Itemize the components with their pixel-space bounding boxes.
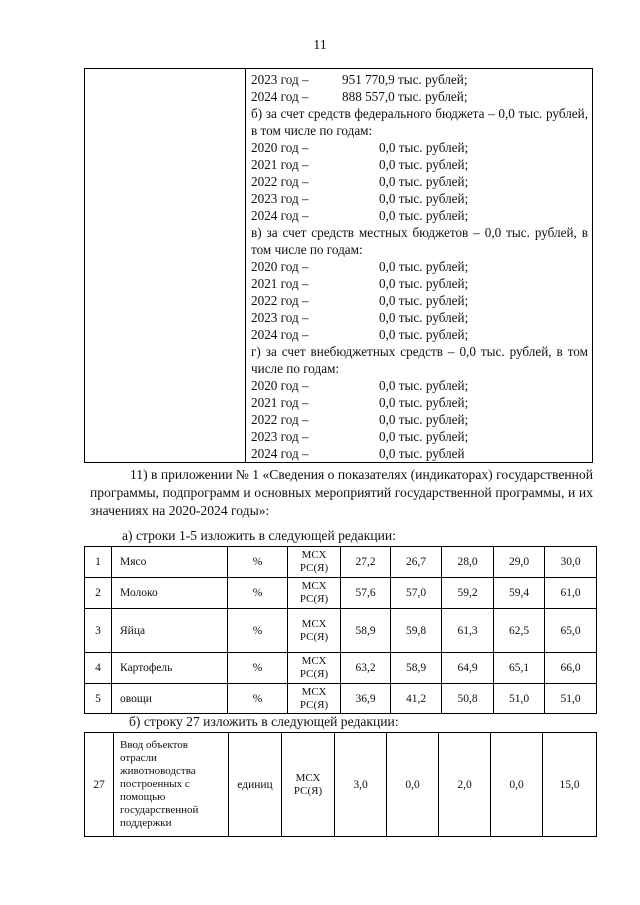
- funding-line: 2024 год – 888 557,0 тыс. рублей;: [251, 89, 468, 104]
- table-row: 2 Молоко % МСХ РС(Я) 57,6 57,0 59,2 59,4 61,0: [85, 578, 597, 609]
- paragraph-11: 11) в приложении № 1 «Сведения о показателях (индикаторах) государственной программы, подпрограмм и основных мероприятий государственной программы, и их значениях на 2020-2024 годы»:: [90, 467, 593, 518]
- funding-line: 2023 год – 0,0 тыс. рублей;: [251, 429, 469, 444]
- subpoint-a: а) строки 1-5 изложить в следующей редакции:: [122, 528, 396, 543]
- funding-label-cell: [85, 69, 246, 463]
- funding-line: 2022 год – 0,0 тыс. рублей;: [251, 293, 469, 308]
- funding-line: 2024 год – 0,0 тыс. рублей;: [251, 208, 469, 223]
- subpoint-b: б) строку 27 изложить в следующей редакции:: [129, 714, 399, 729]
- table-row: 5 овощи % МСХ РС(Я) 36,9 41,2 50,8 51,0 51,0: [85, 684, 597, 714]
- funding-line: 2023 год – 951 770,9 тыс. рублей;: [251, 72, 468, 87]
- indicator-row-27-table: [84, 732, 597, 837]
- funding-section-title: б) за счет средств федерального бюджета – 0,0 тыс. рублей, в том числе по годам:: [251, 106, 588, 138]
- funding-section-title: в) за счет средств местных бюджетов – 0,0 тыс. рублей, в том числе по годам:: [251, 225, 588, 257]
- funding-line: 2023 год – 0,0 тыс. рублей;: [251, 310, 469, 325]
- indicators-table: [84, 546, 597, 714]
- funding-section-title: г) за счет внебюджетных средств – 0,0 тыс. рублей, в том числе по годам:: [251, 344, 588, 376]
- funding-line: 2022 год – 0,0 тыс. рублей;: [251, 174, 469, 189]
- table-row: 1 Мясо % МСХ РС(Я) 27,2 26,7 28,0 29,0 30,0: [85, 547, 597, 578]
- funding-line: 2024 год – 0,0 тыс. рублей;: [251, 327, 469, 342]
- funding-details-cell: [246, 69, 593, 463]
- funding-line: 2021 год – 0,0 тыс. рублей;: [251, 276, 469, 291]
- table-row: 4 Картофель % МСХ РС(Я) 63,2 58,9 64,9 65,1 66,0: [85, 653, 597, 684]
- funding-line: 2021 год – 0,0 тыс. рублей;: [251, 395, 469, 410]
- funding-line: 2024 год – 0,0 тыс. рублей: [251, 446, 465, 461]
- funding-line: 2020 год – 0,0 тыс. рублей;: [251, 140, 469, 155]
- funding-line: 2020 год – 0,0 тыс. рублей;: [251, 378, 469, 393]
- funding-table: [84, 68, 593, 463]
- table-row: 3 Яйца % МСХ РС(Я) 58,9 59,8 61,3 62,5 65,0: [85, 609, 597, 653]
- funding-line: 2023 год – 0,0 тыс. рублей;: [251, 191, 469, 206]
- funding-line: 2021 год – 0,0 тыс. рублей;: [251, 157, 469, 172]
- funding-line: 2022 год – 0,0 тыс. рублей;: [251, 412, 469, 427]
- page-number: 11: [313, 38, 327, 53]
- funding-line: 2020 год – 0,0 тыс. рублей;: [251, 259, 469, 274]
- table-row: 27 Ввод объектов отрасли животноводства построенных с помощью государственной поддержки единиц МСХ РС(Я) 3,0 0,0 2,0 0,0 15,0: [85, 733, 597, 837]
